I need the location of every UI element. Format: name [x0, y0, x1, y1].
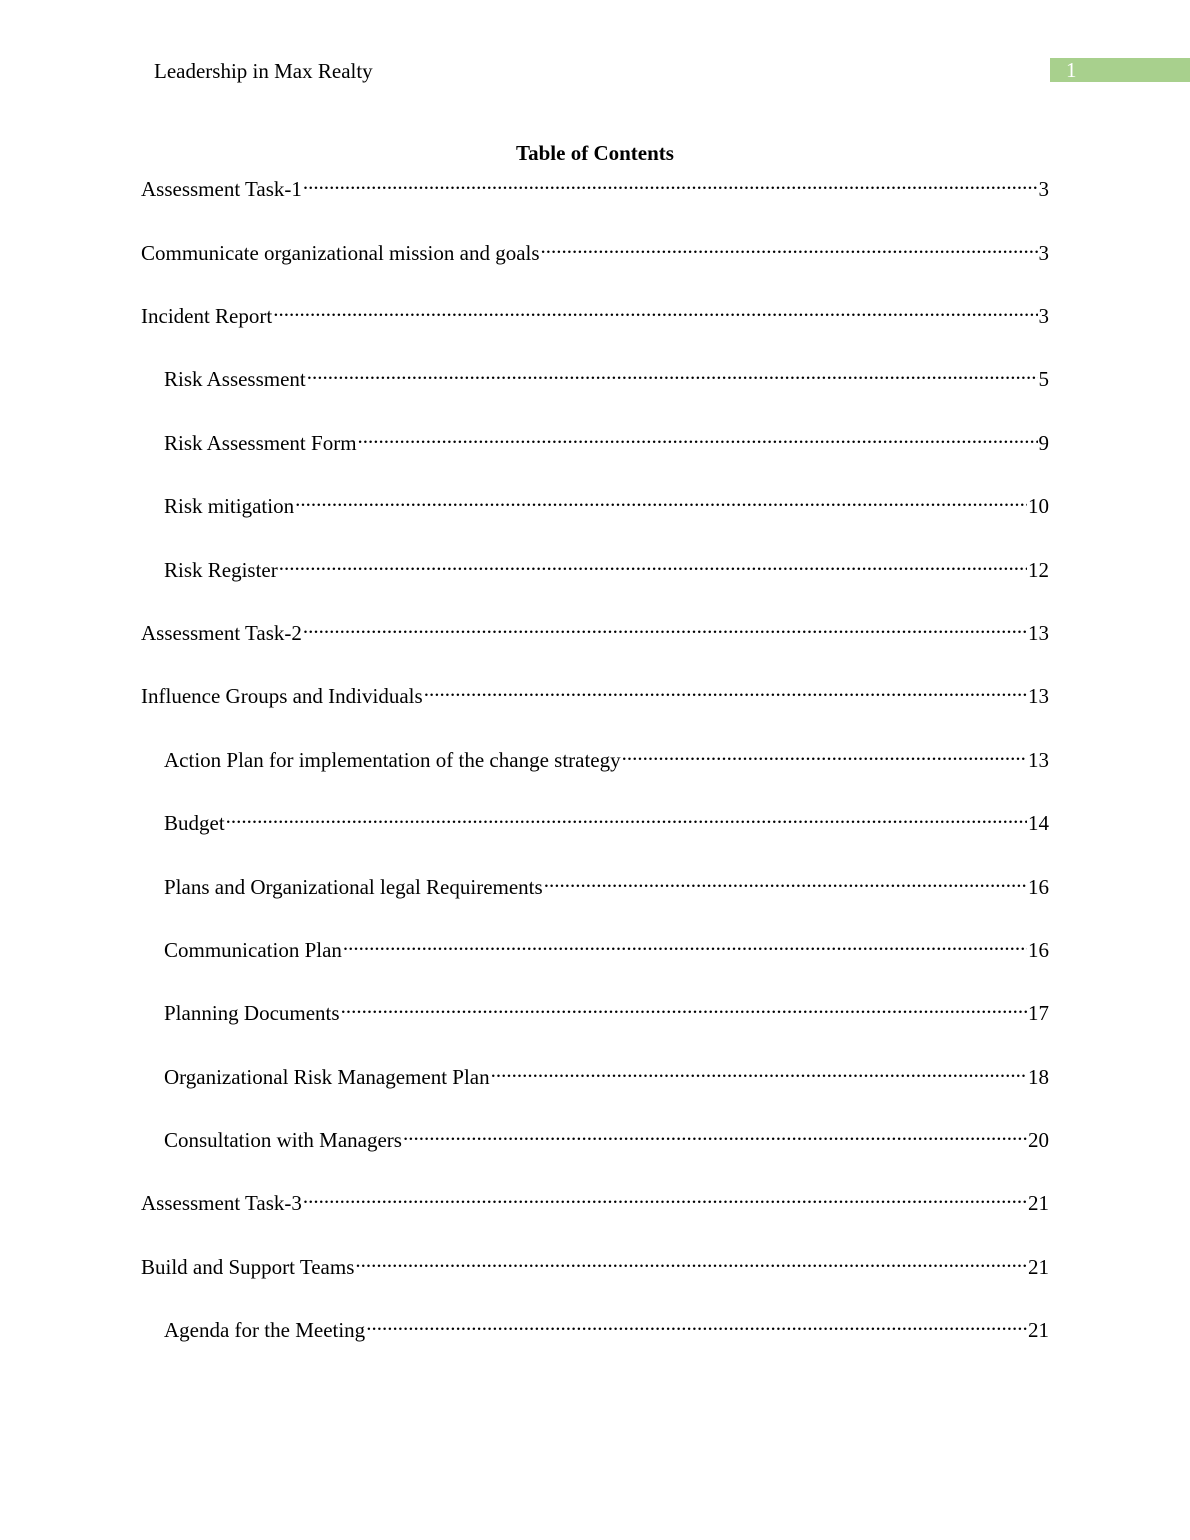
toc-entry[interactable] [164, 422, 1049, 457]
toc-entry-label: Assessment Task-2 [141, 621, 302, 645]
toc-entry-label: Assessment Task-1 [141, 177, 302, 201]
toc-entry-label: Action Plan for implementation of the change strategy [164, 748, 621, 772]
toc-entry[interactable] [164, 739, 1049, 774]
toc-entry-label: Budget [164, 811, 225, 835]
toc-heading: Table of Contents [516, 141, 674, 165]
toc-dot-leader [366, 1309, 1027, 1337]
toc-entry-label: Build and Support Teams [141, 1255, 355, 1279]
toc-dot-leader [303, 612, 1027, 640]
toc-entry[interactable] [164, 1309, 1049, 1344]
toc-entry-page: 20 [1028, 1128, 1049, 1152]
toc-entry-page: 13 [1028, 621, 1049, 645]
toc-entry-label: Planning Documents [164, 1001, 340, 1025]
toc-entry-label: Organizational Risk Management Plan [164, 1065, 490, 1089]
page-number: 1 [1066, 58, 1077, 82]
toc-entry[interactable] [164, 992, 1049, 1027]
toc-dot-leader [355, 1246, 1027, 1274]
toc-entry-page: 5 [1038, 367, 1049, 391]
toc-dot-leader [541, 232, 1038, 260]
toc-entry-page: 12 [1028, 558, 1049, 582]
toc-entry-page: 13 [1028, 684, 1049, 708]
toc-entry-page: 21 [1028, 1255, 1049, 1279]
toc-entry-label: Risk Assessment [164, 367, 306, 391]
toc-entry-page: 21 [1028, 1191, 1049, 1215]
toc-entry-page: 3 [1038, 304, 1049, 328]
toc-entry-label: Influence Groups and Individuals [141, 684, 423, 708]
toc-entry[interactable] [141, 612, 1049, 647]
toc-entry-page: 10 [1028, 494, 1049, 518]
toc-entry-label: Communicate organizational mission and goals [141, 241, 540, 265]
toc-entry[interactable] [141, 232, 1049, 267]
toc-entry-label: Agenda for the Meeting [164, 1318, 366, 1342]
toc-dot-leader [403, 1119, 1027, 1147]
toc-dot-leader [273, 295, 1037, 323]
toc-entry[interactable] [141, 295, 1049, 330]
page-number-badge [1050, 58, 1190, 82]
toc-dot-leader [491, 1056, 1027, 1084]
toc-entry-label: Incident Report [141, 304, 273, 328]
toc-entry-page: 3 [1038, 241, 1049, 265]
toc-entry[interactable] [164, 1056, 1049, 1091]
toc-dot-leader [279, 549, 1027, 577]
toc-entry[interactable] [141, 675, 1049, 710]
toc-entry-page: 3 [1038, 177, 1049, 201]
toc-dot-leader [295, 485, 1027, 513]
toc-entry[interactable] [164, 929, 1049, 964]
toc-entry-label: Risk mitigation [164, 494, 295, 518]
toc-entry-label: Consultation with Managers [164, 1128, 402, 1152]
toc-dot-leader [226, 802, 1027, 830]
toc-dot-leader [544, 866, 1027, 894]
toc-entry-label: Risk Register [164, 558, 278, 582]
toc-entry[interactable] [164, 1119, 1049, 1154]
toc-entry-label: Risk Assessment Form [164, 431, 357, 455]
toc-dot-leader [358, 422, 1038, 450]
toc-dot-leader [341, 992, 1027, 1020]
toc-dot-leader [303, 168, 1038, 196]
toc-dot-leader [622, 739, 1027, 767]
toc-entry-page: 17 [1028, 1001, 1049, 1025]
toc-entry[interactable] [164, 549, 1049, 584]
toc-entry[interactable] [141, 1246, 1049, 1281]
toc-entry-page: 18 [1028, 1065, 1049, 1089]
toc-entry[interactable] [164, 802, 1049, 837]
toc-dot-leader [424, 675, 1027, 703]
toc-entry-page: 9 [1038, 431, 1049, 455]
toc-entry-page: 14 [1028, 811, 1049, 835]
toc-dot-leader [307, 358, 1038, 386]
toc-entry[interactable] [141, 1182, 1049, 1217]
toc-entry-page: 16 [1028, 938, 1049, 962]
toc-dot-leader [343, 929, 1027, 957]
toc-entry-page: 16 [1028, 875, 1049, 899]
toc-entry-page: 13 [1028, 748, 1049, 772]
toc-entry[interactable] [164, 485, 1049, 520]
toc-dot-leader [303, 1182, 1027, 1210]
toc-entry-label: Communication Plan [164, 938, 342, 962]
toc-entry-page: 21 [1028, 1318, 1049, 1342]
toc-entry-label: Assessment Task-3 [141, 1191, 302, 1215]
toc-entry[interactable] [164, 866, 1049, 901]
toc-entry[interactable] [164, 358, 1049, 393]
toc-entry[interactable] [141, 168, 1049, 203]
running-header-title: Leadership in Max Realty [154, 59, 373, 83]
toc-entry-label: Plans and Organizational legal Requirements [164, 875, 543, 899]
